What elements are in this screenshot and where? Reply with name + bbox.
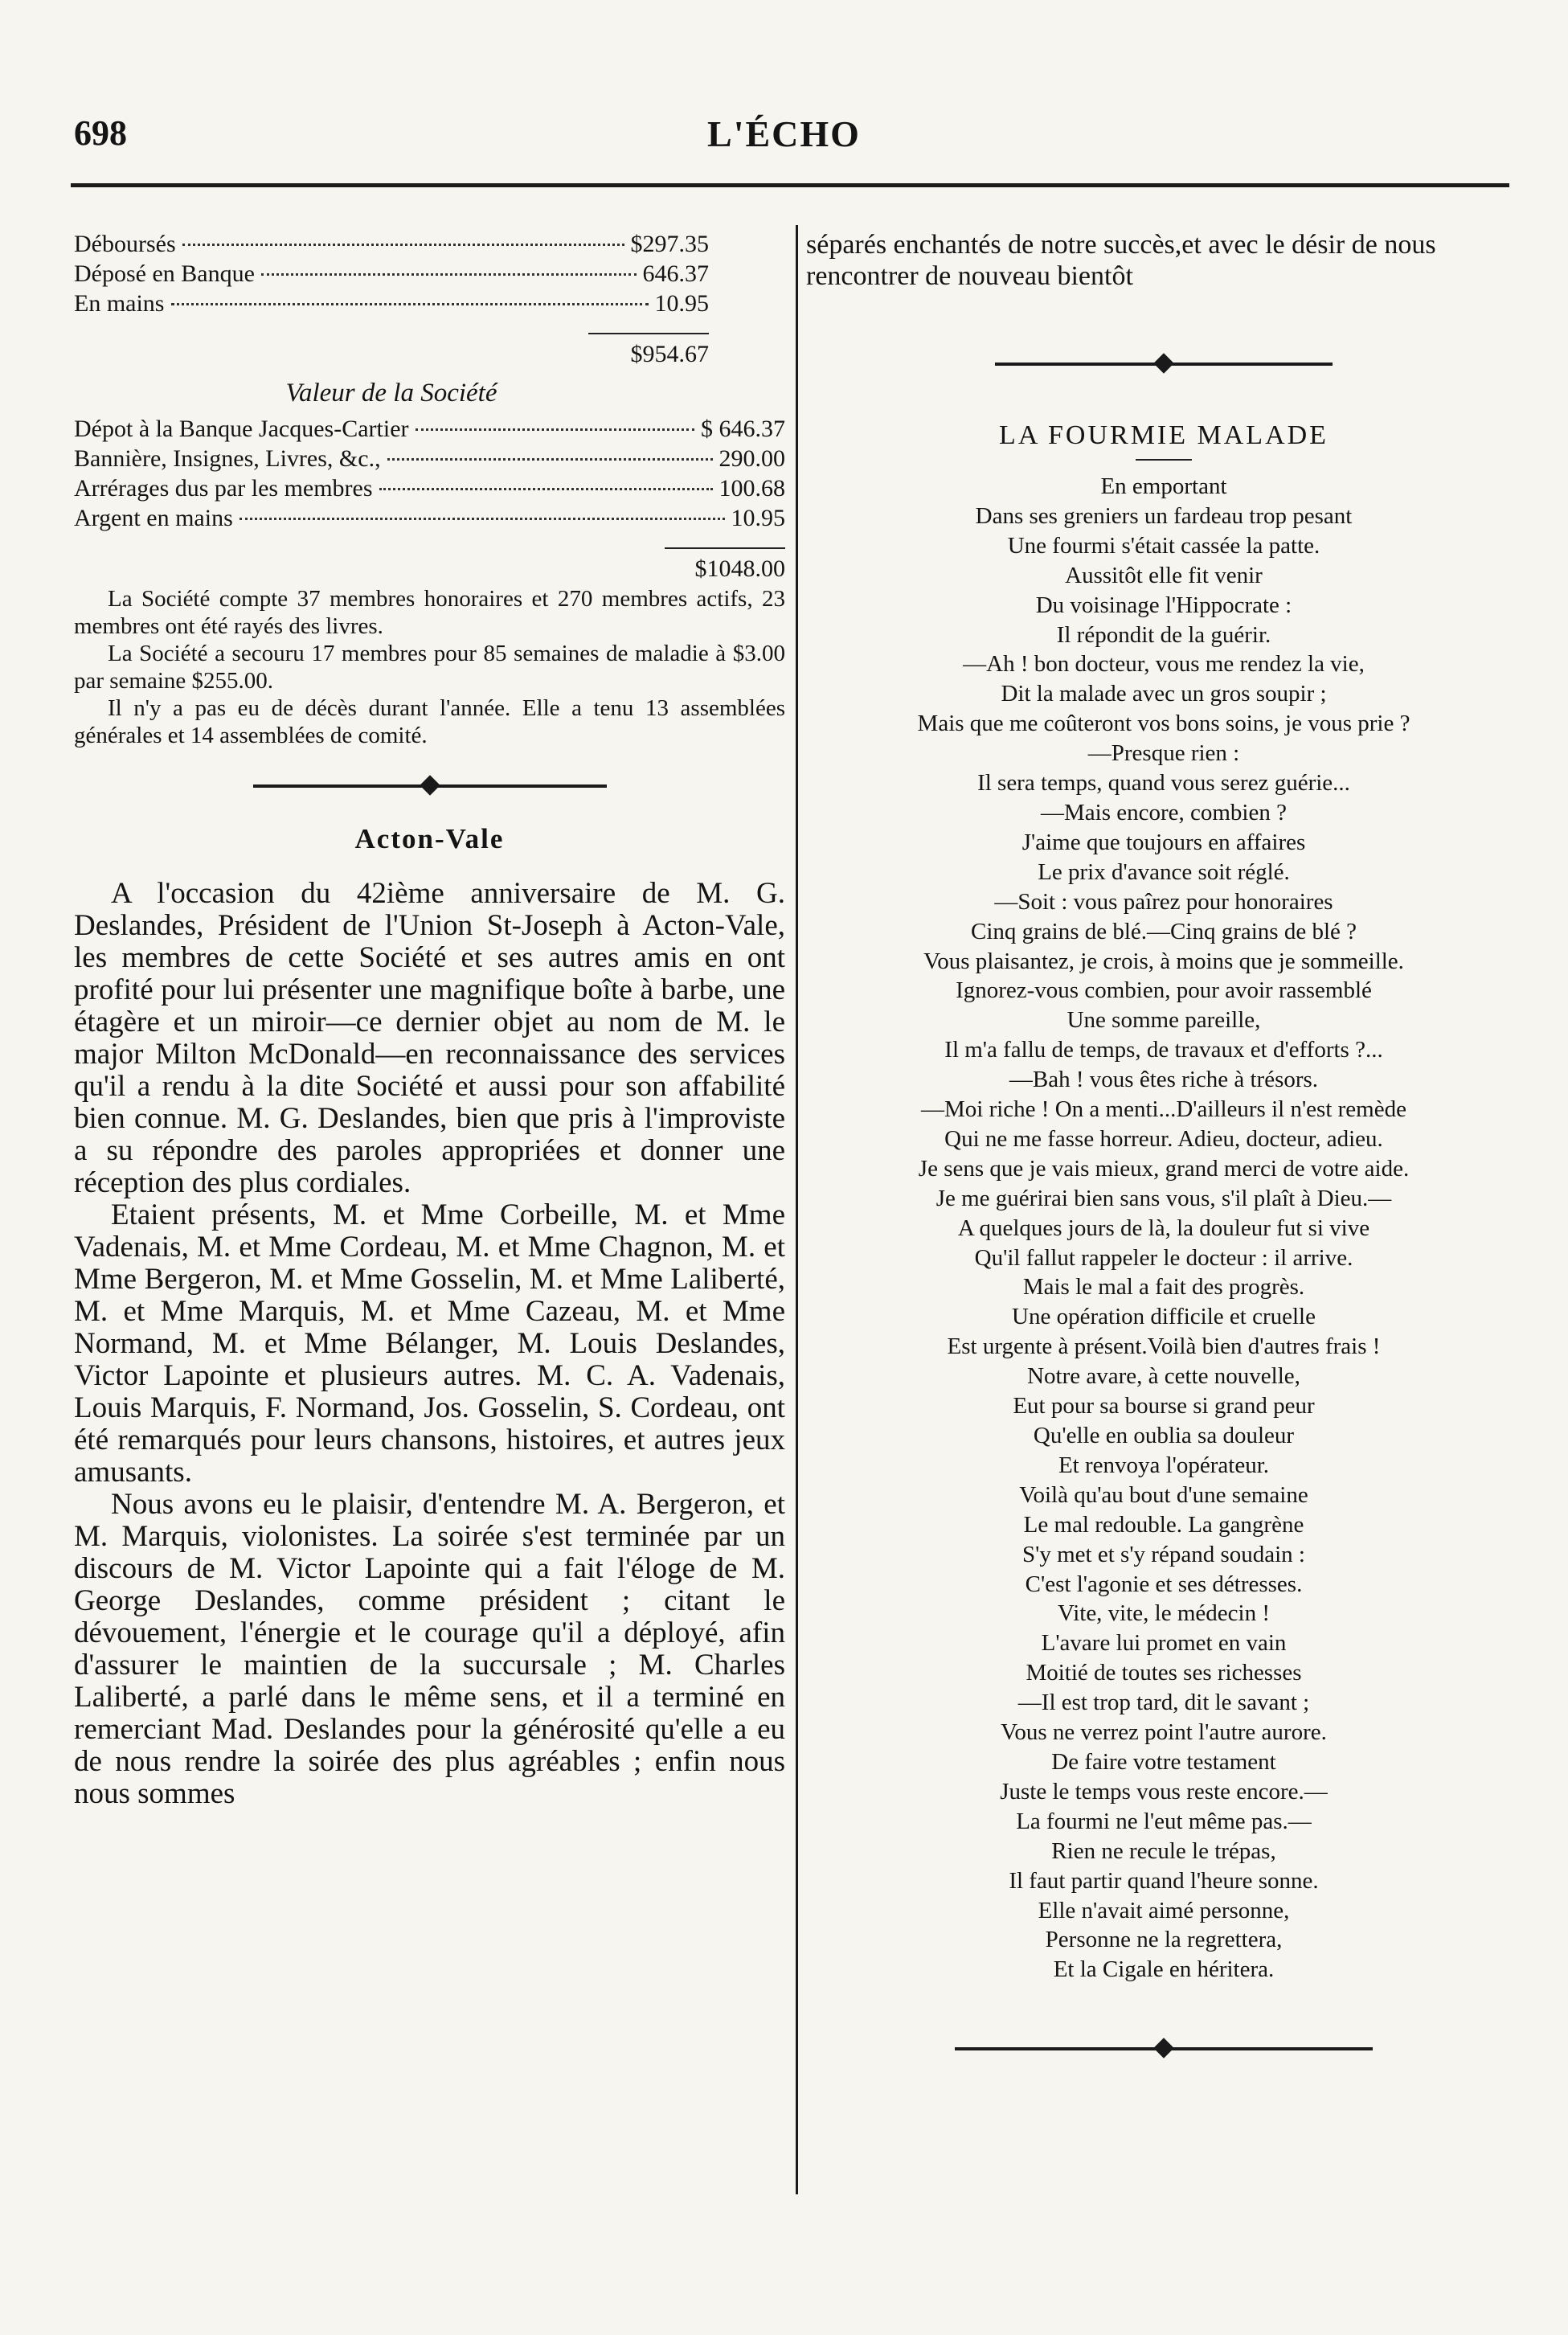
section-ornament xyxy=(995,348,1333,380)
end-ornament xyxy=(955,2033,1373,2065)
poem-line: Et renvoya l'opérateur. xyxy=(1058,1452,1270,1478)
ornament-diamond xyxy=(1153,353,1173,373)
ledger-label: Dépot à la Banque Jacques-Cartier xyxy=(74,416,409,442)
total-rule xyxy=(665,547,785,549)
ledger-assets xyxy=(74,414,785,584)
note-paragraph: La Société compte 37 membres honoraires et 270 membres actifs, 23 membres ont été rayés des livres. xyxy=(74,586,785,639)
ledger-row xyxy=(74,289,709,318)
poem-line: Je me guérirai bien sans vous, s'il plaît à Dieu.— xyxy=(935,1185,1392,1211)
column-divider xyxy=(796,225,798,2194)
poem-line: Je sens que je vais mieux, grand merci de votre aide. xyxy=(918,1155,1410,1182)
section-title: Acton-Vale xyxy=(354,823,505,854)
poem-line: A quelques jours de là, la douleur fut si vive xyxy=(957,1215,1370,1241)
poem-line: Notre avare, à cette nouvelle, xyxy=(1027,1363,1300,1390)
poem-line: Aussitôt elle fit venir xyxy=(1065,562,1263,588)
poem-line: —Ah ! bon docteur, vous me rendez la vie, xyxy=(963,651,1365,678)
ledger-amount: 290.00 xyxy=(718,445,785,472)
poem-title: LA FOURMIE MALADE xyxy=(999,420,1329,450)
note-paragraph: La Société a secouru 17 membres pour 85 semaines de maladie à $3.00 par semaine $255.00. xyxy=(74,641,785,694)
poem-line: Qu'elle en oublia sa douleur xyxy=(1033,1423,1295,1448)
poem-line: Une opération difficile et cruelle xyxy=(1012,1304,1316,1330)
section-ornament xyxy=(253,770,607,802)
poem-line: —Presque rien : xyxy=(1087,740,1240,767)
poem-line: —Il est trop tard, dit le savant ; xyxy=(1017,1690,1310,1716)
right-column xyxy=(806,229,1521,2086)
ledger-label: Déboursés xyxy=(74,231,176,257)
leader-dots xyxy=(171,303,649,305)
poem-line: Qui ne me fasse horreur. Adieu, docteur, adieu. xyxy=(944,1125,1383,1152)
leader-dots xyxy=(379,488,713,490)
left-column xyxy=(74,229,785,1810)
ledger xyxy=(74,229,709,369)
page-header xyxy=(0,0,1568,193)
poem-line: En emportant xyxy=(1100,473,1227,499)
ledger-total: $954.67 xyxy=(630,341,709,367)
ledger-label: Arrérages dus par les membres xyxy=(74,475,373,502)
poem-title-rule xyxy=(1136,459,1192,461)
poem-line: Vous plaisantez, je crois, à moins que je sommeille. xyxy=(923,948,1404,974)
article-body xyxy=(74,878,785,1810)
poem-line: —Soit : vous paîrez pour honoraires xyxy=(994,888,1333,915)
ledger-amount: 10.95 xyxy=(654,290,709,317)
ornament-diamond xyxy=(420,775,440,795)
poem-line: Une fourmi s'était cassée la patte. xyxy=(1007,532,1320,559)
note-paragraph: Il n'y a pas eu de décès durant l'année. Elle a tenu 13 assemblées générales et 14 assemblées de comité. xyxy=(74,695,785,748)
poem-line: Est urgente à présent.Voilà bien d'autres frais ! xyxy=(947,1333,1381,1360)
leader-dots xyxy=(387,458,713,461)
article-paragraph: Etaient présents, M. et Mme Corbeille, M. et Mme Vadenais, M. et Mme Cordeau, M. et Mme Chagnon, M. et Mme Bergeron, M. et Mme Gosselin, M. et Mme Laliberté, M. et Mme Marquis, M. et Mme Cazeau, M. et Mme Normand, M. et Mme Bélanger, M. Louis Deslandes, Victor Lapointe et plusieurs autres. M. C. A. Vadenais, Louis Marquis, F. Normand, Jos. Gosselin, S. Cordeau, ont été remarqués pour leurs chansons, histoires, et autres jeux amusants. xyxy=(74,1198,785,1489)
poem-line: Et la Cigale en héritera. xyxy=(1053,1956,1275,1983)
ledger-label: Argent en mains xyxy=(74,505,233,531)
header-rule xyxy=(71,183,1509,187)
poem-line: Qu'il fallut rappeler le docteur : il arrive. xyxy=(974,1244,1353,1271)
ledger-amount: 646.37 xyxy=(642,260,709,287)
article-paragraph: A l'occasion du 42ième anniversaire de M. G. Deslandes, Président de l'Union St-Joseph à Acton-Vale, les membres de cette Société et ses autres amis en ont profité pour lui présenter une magnifique boîte à barbe, une étagère et un miroir—ce dernier objet au nom de M. le major Milton McDonald—en reconnaissance des services qu'il a rendu à la dite Société et aussi pour son affabilité bien connue. M. G. Deslandes, bien que pris à l'improviste a su répondre des paroles appropriées et donner une réception des plus cordiales. xyxy=(74,877,785,1199)
ledger-row xyxy=(74,444,785,473)
poem-line: Une somme pareille, xyxy=(1066,1007,1261,1034)
article-paragraph: Nous avons eu le plaisir, d'entendre M. A. Bergeron, et M. Marquis, violonistes. La soirée s'est terminée par un discours de M. Victor Lapointe qui a fait l'éloge de M. George Deslandes, comme président ; citant le dévouement, l'énergie et le courage qu'il a déployé, afin d'assurer le maintien de la succursale ; M. Charles Laliberté, a parlé dans le même sens, et il a terminé en remerciant Mad. Deslandes pour la générosité qu'elle a eu de nous rendre la soirée des plus agréables ; enfin nous nous sommes xyxy=(74,1488,785,1810)
society-notes xyxy=(74,585,785,749)
poem-line: La fourmi ne l'eut même pas.— xyxy=(1016,1808,1312,1834)
total-rule xyxy=(588,333,709,334)
poem-line: Ignorez-vous combien, pour avoir rassemblé xyxy=(956,977,1372,1004)
ledger-label: Bannière, Insignes, Livres, &c., xyxy=(74,445,381,472)
poem-line: Dit la malade avec un gros soupir ; xyxy=(1001,681,1327,707)
ledger-label: En mains xyxy=(74,290,165,317)
poem-line: C'est l'agonie et ses détresses. xyxy=(1025,1571,1303,1597)
poem-line: Dans ses greniers un fardeau trop pesant xyxy=(975,502,1353,529)
leader-dots xyxy=(416,428,695,431)
leader-dots xyxy=(182,244,624,246)
poem-line: Eut pour sa bourse si grand peur xyxy=(1013,1393,1315,1419)
poem-line: J'aime que toujours en affaires xyxy=(1021,829,1306,855)
leader-dots xyxy=(261,273,637,276)
poem-line: L'avare lui promet en vain xyxy=(1041,1630,1287,1657)
poem-line: Le prix d'avance soit réglé. xyxy=(1038,858,1290,885)
ledger-amount: 100.68 xyxy=(718,475,785,502)
ledger-row xyxy=(74,229,709,259)
poem-line: Du voisinage l'Hippocrate : xyxy=(1035,592,1292,618)
poem-line: Vite, vite, le médecin ! xyxy=(1058,1600,1270,1627)
ledger-label: Déposé en Banque xyxy=(74,260,255,287)
poem-line: Il faut partir quand l'heure sonne. xyxy=(1009,1867,1319,1894)
ledger-row xyxy=(74,503,785,533)
leader-dots xyxy=(239,518,725,520)
poem-line: Il m'a fallu de temps, de travaux et d'efforts ?... xyxy=(944,1037,1383,1063)
page-number: 698 xyxy=(74,113,127,153)
poem-line: Mais que me coûteront vos bons soins, je vous prie ? xyxy=(917,711,1410,737)
ledger-amount: $297.35 xyxy=(630,231,709,257)
poem-line: Vous ne verrez point l'autre aurore. xyxy=(1001,1719,1327,1746)
ledger-total: $1048.00 xyxy=(694,555,785,582)
poem-line: S'y met et s'y répand soudain : xyxy=(1022,1541,1305,1567)
poem-line: —Bah ! vous êtes riche à trésors. xyxy=(1009,1067,1319,1093)
poem-line: Personne ne la regrettera, xyxy=(1045,1927,1283,1953)
ledger-row xyxy=(74,414,785,444)
ornament-diamond xyxy=(1153,2038,1173,2058)
ledger-amount: 10.95 xyxy=(731,505,785,531)
poem-line: Il sera temps, quand vous serez guérie... xyxy=(977,770,1350,797)
poem-line: Mais le mal a fait des progrès. xyxy=(1022,1274,1305,1301)
poem-line: Rien ne recule le trépas, xyxy=(1051,1837,1276,1864)
poem-line: —Moi riche ! On a menti...D'ailleurs il n'est remède xyxy=(921,1096,1406,1123)
poem-line: De faire votre testament xyxy=(1051,1748,1276,1775)
poem-line: Le mal redouble. La gangrène xyxy=(1023,1511,1304,1538)
poem-line: Juste le temps vous reste encore.— xyxy=(1000,1778,1328,1805)
poem-line: Cinq grains de blé.—Cinq grains de blé ? xyxy=(970,918,1357,944)
continued-text: séparés enchantés de notre succès,et avec le désir de nous rencontrer de nouveau bientôt xyxy=(806,230,1436,291)
ledger-row xyxy=(74,473,785,503)
poem-line: Elle n'avait aimé personne, xyxy=(1038,1897,1290,1923)
poem-line: Moitié de toutes ses richesses xyxy=(1026,1660,1302,1686)
poem-body xyxy=(806,472,1521,1985)
running-head: L'ÉCHO xyxy=(707,113,861,154)
ledger-row xyxy=(74,259,709,289)
poem-line: Voilà qu'au bout d'une semaine xyxy=(1019,1481,1308,1508)
ledger-amount: $ 646.37 xyxy=(701,416,785,442)
poem-line: —Mais encore, combien ? xyxy=(1040,799,1287,825)
poem-line: Il répondit de la guérir. xyxy=(1056,621,1271,648)
ledger-heading: Valeur de la Société xyxy=(285,379,497,408)
